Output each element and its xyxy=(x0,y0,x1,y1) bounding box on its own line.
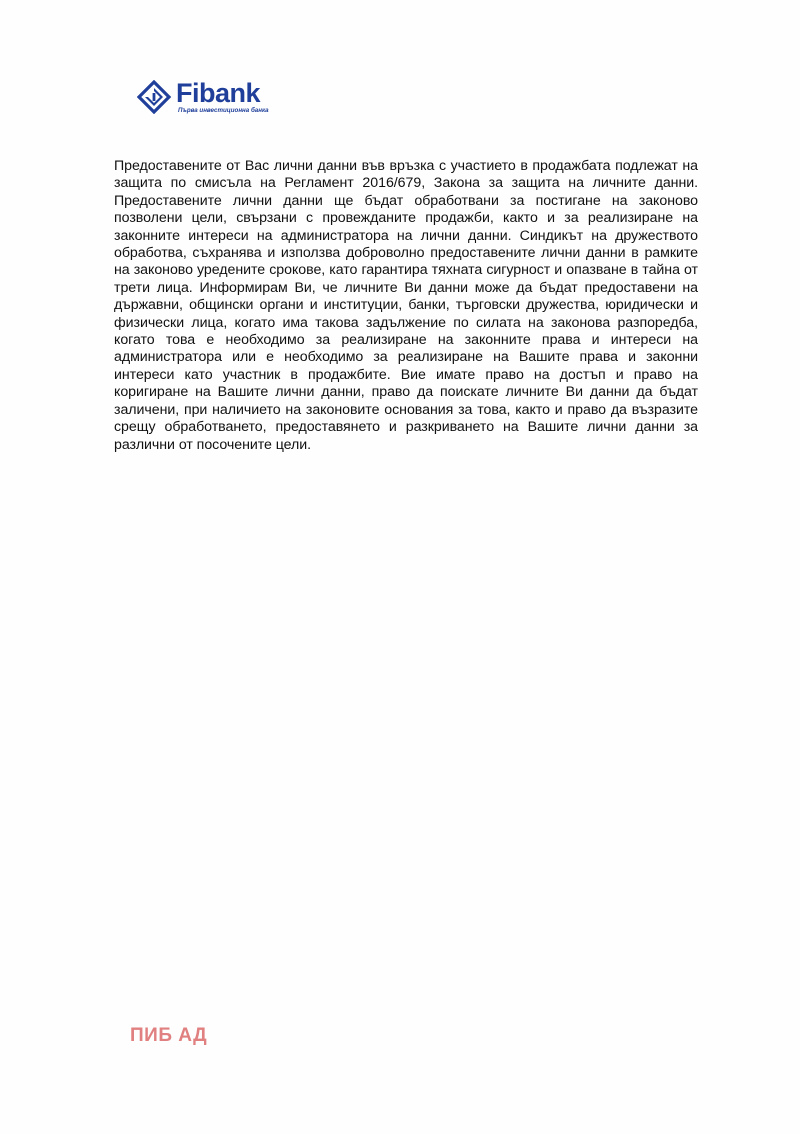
pib-ad-stamp: ПИБ АД xyxy=(130,1025,208,1046)
privacy-notice-paragraph: Предоставените от Вас лични данни във връзка с участието в продажбата подлежат на защита по смисъла на Регламент 2016/679, Закона за защита на личните данни. Предоставените лични данни ще бъдат обработвани за постигане на законово позволени цели, свързани с провежданите продажби, както и за реализиране на законните интереси на администратора на лични данни. Синдикът на дружеството обработва, съхранява и използва доброволно предоставените лични данни в рамките на законово уредените срокове, като гарантира тяхната сигурност и опазване в тайна от трети лица. Информирам Ви, че личните Ви данни може да бъдат предоставени на държавни, общински органи и институции, банки, търговски дружества, юридически и физически лица, когато има такова задължение по силата на законова разпоредба, когато това е необходимо за реализиране на законните права и интереси на администратора или е необходимо за реализиране на Вашите права и законни интереси като участник в продажбите. Вие имате право на достъп и право на коригиране на Вашите лични данни, право да поискате личните Ви данни да бъдат заличени, при наличието на законовите основания за това, както и право да възразите срещу обработването, предоставянето и разкриването на Вашите лични данни за различни от посочените цели. xyxy=(114,158,698,453)
logo-tagline: Първа инвестиционна банка xyxy=(178,107,269,114)
logo-name: Fibank xyxy=(176,78,261,108)
fibank-logo xyxy=(137,78,287,118)
fibank-diamond-icon xyxy=(137,80,171,114)
